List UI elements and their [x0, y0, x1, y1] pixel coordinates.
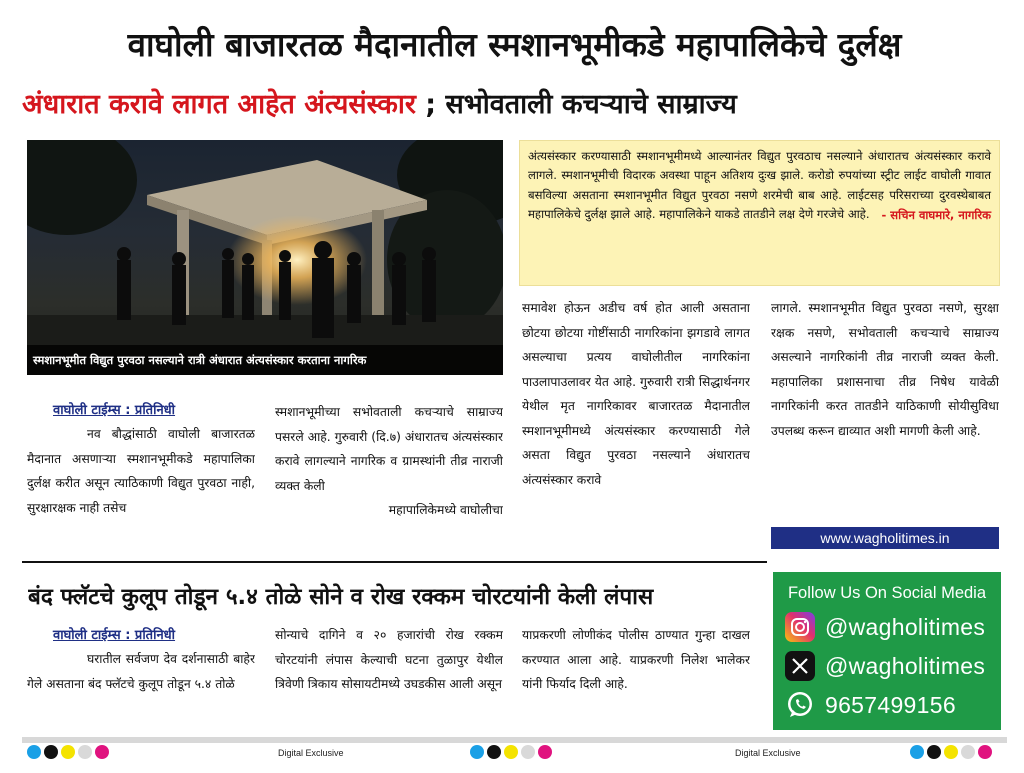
- story1-col1-text: [27, 422, 255, 520]
- story2-col1-body: घरातील सर्वजण देव दर्शनासाठी बाहेर गेले असताना बंद फ्लॅटचे कुलूप तोडून ५.४ तोळे: [27, 652, 255, 691]
- reg-black-dot: [927, 745, 941, 759]
- reg-magenta-dot: [538, 745, 552, 759]
- sub-headline-separator: ;: [415, 89, 446, 120]
- story1-col2b-body: महापालिकेमध्ये वाघोलीचा: [388, 503, 503, 517]
- reg-black-dot: [487, 745, 501, 759]
- reg-black-dot: [44, 745, 58, 759]
- footer-bar: [22, 737, 1007, 743]
- x-icon: [785, 651, 815, 681]
- reg-magenta-dot: [95, 745, 109, 759]
- instagram-icon: [785, 612, 815, 642]
- registration-marks-right: [910, 745, 992, 761]
- story1-column-3: [522, 296, 750, 556]
- reg-yellow-dot: [504, 745, 518, 759]
- night-cremation-illustration: [27, 140, 503, 375]
- footer-label-right: Digital Exclusive: [735, 748, 801, 758]
- story1-col2b-text: [275, 498, 503, 523]
- section-divider: [22, 561, 767, 563]
- social-instagram[interactable]: [785, 610, 985, 644]
- story2-column-3: [522, 623, 750, 733]
- sub-headline-dark: सभोवताली कचऱ्याचे साम्राज्य: [445, 89, 737, 120]
- registration-marks-center: [470, 745, 552, 761]
- story1-col4-text: लागले. स्मशानभूमीत विद्युत पुरवठा नसणे, सुरक्षा रक्षक नसणे, सभोवताली कचऱ्याचे साम्राज्य असल्याने नागरिकांनी तीव्र नाराजी व्यक्त केली. महापालिका प्रशासनाचा तीव्र निषेध यावेळी नागरिकांनी करत तातडीने याठिकाणी सोयीसुविधा उपलब्ध करून द्याव्यात अशी मागणी केली आहे.: [771, 301, 999, 438]
- social-media-box: [773, 572, 1001, 730]
- story1-column-2: [275, 400, 503, 560]
- social-title: Follow Us On Social Media: [787, 584, 987, 602]
- story2-byline: वाघोली टाईम्स : प्रतिनिधी: [53, 628, 176, 643]
- reg-grey-dot: [961, 745, 975, 759]
- social-x[interactable]: [785, 649, 985, 683]
- story1-col2-text: स्मशानभूमीच्या सभोवताली कचऱ्याचे साम्राज्य पसरले आहे. गुरुवारी (दि.७) अंधारातच अंत्यसंस्कार करावे लागल्याने नागरिक व ग्रामस्थांनी तीव्र नाराजी व्यक्त केली: [275, 405, 503, 493]
- reg-yellow-dot: [61, 745, 75, 759]
- story-photo: [27, 140, 503, 375]
- x-handle: @wagholitimes: [825, 652, 986, 679]
- story2-col3-text: याप्रकरणी लोणीकंद पोलीस ठाण्यात गुन्हा दाखल करण्यात आला आहे. याप्रकरणी निलेश भालेकर यांनी फिर्याद दिली आहे.: [522, 628, 750, 691]
- story2-col2-text: सोन्याचे दागिने व २० हजारांची रोख रक्कम चोरटयांनी लंपास केल्याची घटना तुळापुर येथील त्रिवेणी त्रिकाय सोसायटीमध्ये उघडकीस आली असून: [275, 628, 503, 691]
- social-whatsapp[interactable]: [785, 688, 956, 722]
- website-link[interactable]: www.wagholitimes.in: [771, 527, 999, 549]
- sub-headline: [22, 82, 1007, 128]
- reg-yellow-dot: [944, 745, 958, 759]
- photo-caption: स्मशानभूमीत विद्युत पुरवठा नसल्याने रात्री अंधारात अंत्यसंस्कार करताना नागरिक: [27, 345, 503, 375]
- whatsapp-icon: [785, 690, 815, 720]
- instagram-handle: @wagholitimes: [825, 613, 986, 640]
- citizen-quote-box: [519, 140, 1000, 286]
- main-headline: वाघोली बाजारतळ मैदानातील स्मशानभूमीकडे महापालिकेचे दुर्लक्ष: [127, 25, 902, 64]
- story1-byline: वाघोली टाईम्स : प्रतिनिधी: [53, 403, 176, 418]
- story1-col3-text: समावेश होऊन अडीच वर्ष होत आली असताना छोटया छोटया गोष्टींसाठी नागरिकांना झगडावे लागत असल्याचा प्रत्यय वाघोलीतील नागरिकांना पाउलापाउलावर येत आहे. गुरुवारी रात्री सिद्धार्थनगर येथील मृत नागरिकावर बाजारतळ मैदानातील स्मशानभूमीमध्ये अंत्यसंस्कार करण्यासाठी गेले असता विद्युत पुरवठा नसल्याने अंधारातच अंत्यसंस्कार करावे: [522, 301, 750, 487]
- reg-cyan-dot: [27, 745, 41, 759]
- quote-author: - सचिन वाघमारे, नागरिक: [881, 207, 991, 222]
- reg-cyan-dot: [470, 745, 484, 759]
- sub-headline-red: अंधारात करावे लागत आहेत अंत्यसंस्कार: [22, 89, 416, 120]
- quote-text: अंत्यसंस्कार करण्यासाठी स्मशानभूमीमध्ये आल्यानंतर विद्युत पुरवठाच नसल्याने अंधारातच अंत्यसंस्कार करावे लागले. स्मशानभूमीची विदारक अवस्था पाहून अतिशय दुःख झाले. करोडो रुपयांच्या स्ट्रीट लाईट वाघोली गावात बसविल्या असताना स्मशानभूमीत विद्युत पुरवठा नसणे शरमेची बाब आहे. लाईटसह परिसराच्या दुरवस्थेबाबत महापालिकेचे दुर्लक्ष झाले आहे. महापालिकेने याकडे तातडीने लक्ष देणे गरजेचे आहे.: [528, 149, 991, 222]
- reg-grey-dot: [521, 745, 535, 759]
- story1-col1-body: नव बौद्धांसाठी वाघोली बाजारतळ मैदानात असणाऱ्या स्मशानभूमीकडे महापालिका दुर्लक्ष करीत असून त्याठिकाणी विद्युत पुरवठा नाही, सुरक्षारक्षक नाही तसेच: [27, 427, 255, 515]
- registration-marks-left: [27, 745, 109, 761]
- whatsapp-number: 9657499156: [825, 691, 956, 718]
- reg-magenta-dot: [978, 745, 992, 759]
- story1-column-1: [27, 400, 255, 560]
- story1-column-4: [771, 296, 999, 526]
- story2-col1-text: [27, 647, 255, 696]
- reg-grey-dot: [78, 745, 92, 759]
- story2-column-2: [275, 623, 503, 733]
- footer-label-left: Digital Exclusive: [278, 748, 344, 758]
- story2-headline: बंद फ्लॅटचे कुलूप तोडून ५.४ तोळे सोने व रोख रक्कम चोरटयांनी केली लंपास: [28, 584, 654, 610]
- story2-column-1: [27, 625, 255, 735]
- reg-cyan-dot: [910, 745, 924, 759]
